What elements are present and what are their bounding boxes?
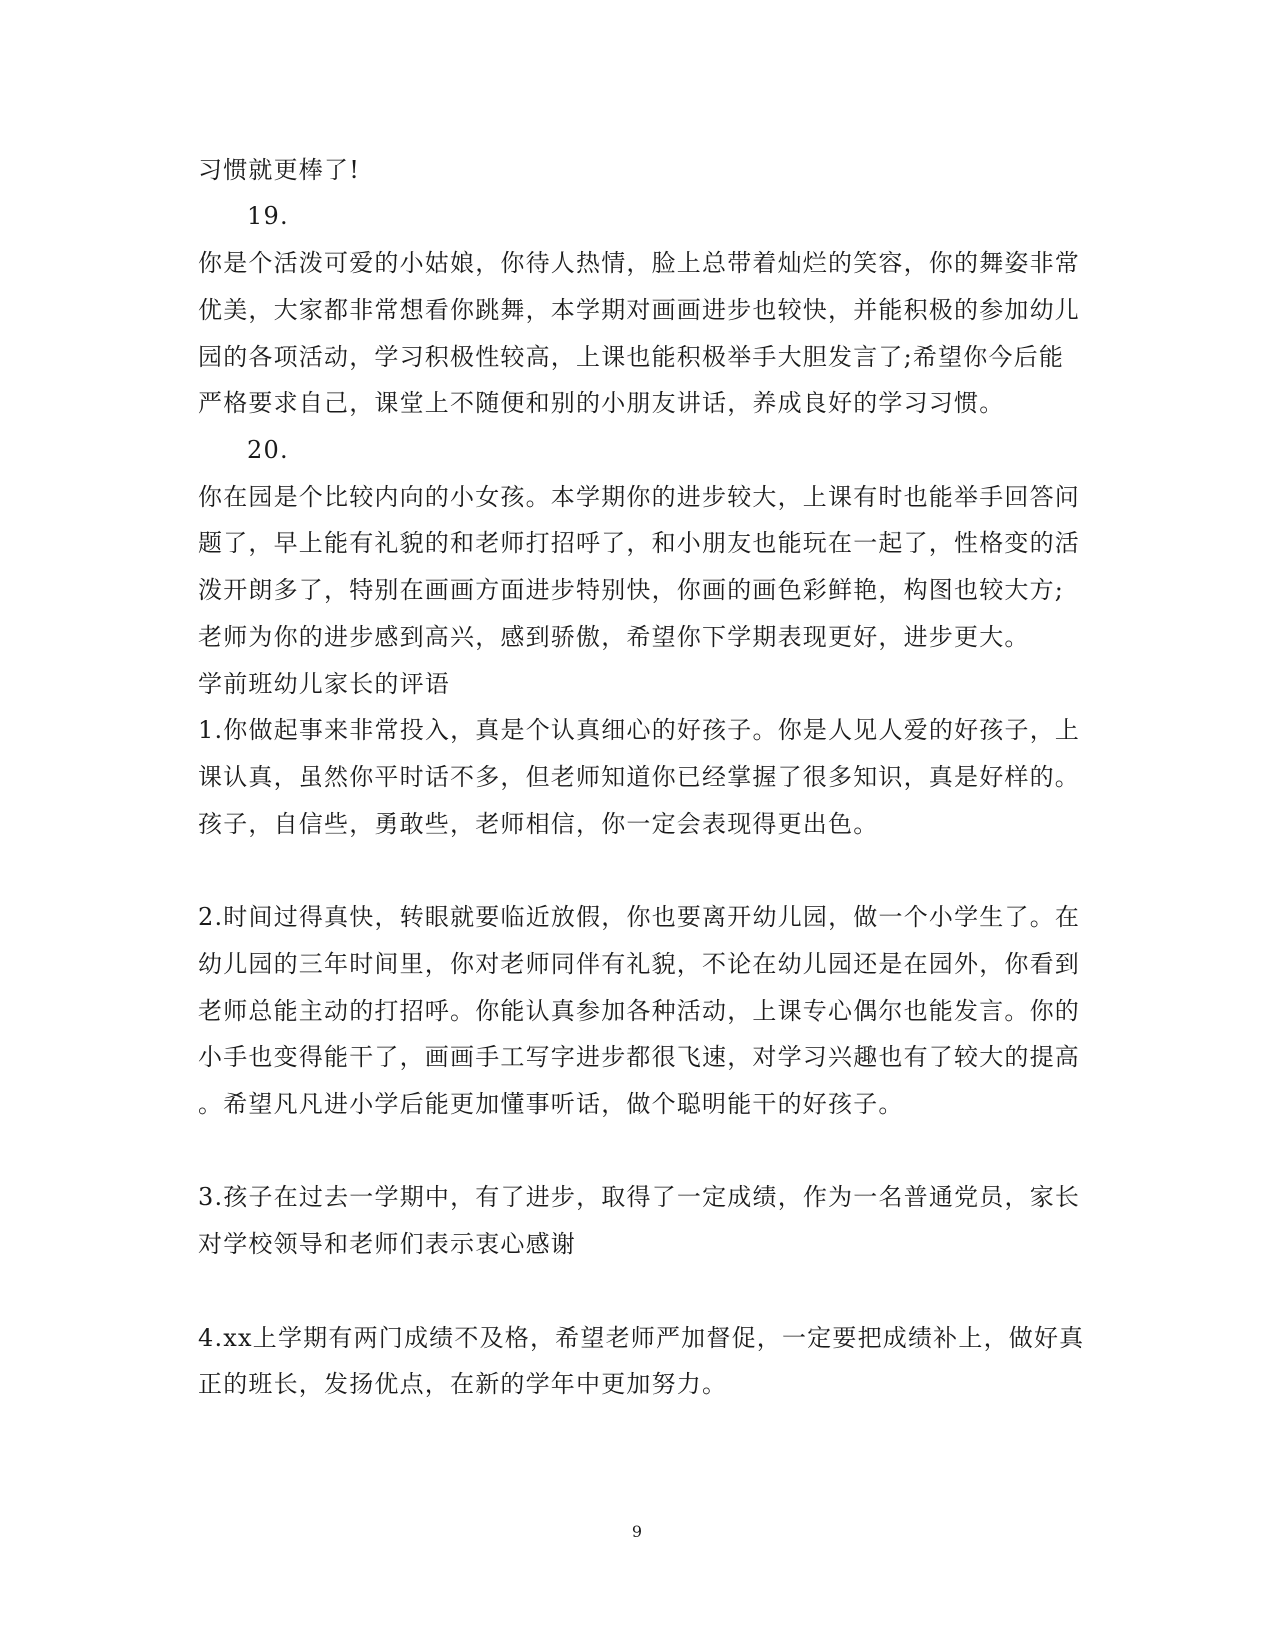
item-number-20: 20.: [247, 436, 289, 464]
text-line: 老师总能主动的打招呼。你能认真参加各种活动，上课专心偶尔也能发言。你的: [198, 997, 1080, 1025]
text-line: 对学校领导和老师们表示衷心感谢: [198, 1230, 576, 1258]
text-line: 优美，大家都非常想看你跳舞，本学期对画画进步也较快，并能积极的参加幼儿: [198, 296, 1080, 324]
text-line: 正的班长，发扬优点，在新的学年中更加努力。: [198, 1370, 728, 1398]
text-line: 2.时间过得真快，转眼就要临近放假，你也要离开幼儿园，做一个小学生了。在: [198, 903, 1081, 931]
text-line: 严格要求自己，课堂上不随便和别的小朋友讲话，养成良好的学习习惯。: [198, 389, 1005, 417]
text-line: 你是个活泼可爱的小姑娘，你待人热情，脸上总带着灿烂的笑容，你的舞姿非常: [198, 249, 1080, 277]
text-line: 。希望凡凡进小学后能更加懂事听话，做个聪明能干的好孩子。: [198, 1090, 904, 1118]
text-line: 课认真，虽然你平时话不多，但老师知道你已经掌握了很多知识，真是好样的。: [198, 763, 1080, 791]
section-heading: 学前班幼儿家长的评语: [198, 670, 450, 698]
text-line: 4.xx上学期有两门成绩不及格，希望老师严加督促，一定要把成绩补上，做好真: [198, 1324, 1085, 1352]
text-line: 幼儿园的三年时间里，你对老师同伴有礼貌，不论在幼儿园还是在园外，你看到: [198, 950, 1080, 978]
text-line: 你在园是个比较内向的小女孩。本学期你的进步较大，上课有时也能举手回答问: [198, 483, 1080, 511]
page-number: 9: [631, 1522, 643, 1541]
text-line: 泼开朗多了，特别在画画方面进步特别快，你画的画色彩鲜艳，构图也较大方;: [198, 576, 1065, 604]
text-line: 老师为你的进步感到高兴，感到骄傲，希望你下学期表现更好，进步更大。: [198, 623, 1030, 651]
item-number-19: 19.: [247, 202, 289, 230]
text-line: 孩子，自信些，勇敢些，老师相信，你一定会表现得更出色。: [198, 810, 879, 838]
text-line: 1.你做起事来非常投入，真是个认真细心的好孩子。你是人见人爱的好孩子，上: [198, 716, 1081, 744]
text-line: 小手也变得能干了，画画手工写字进步都很飞速，对学习兴趣也有了较大的提高: [198, 1043, 1080, 1071]
text-line: 园的各项活动，学习积极性较高，上课也能积极举手大胆发言了;希望你今后能: [198, 343, 1065, 371]
text-line: 题了，早上能有礼貌的和老师打招呼了，和小朋友也能玩在一起了，性格变的活: [198, 529, 1080, 557]
text-line: 3.孩子在过去一学期中，有了进步，取得了一定成绩，作为一名普通党员，家长: [198, 1183, 1081, 1211]
text-line: 习惯就更棒了!: [198, 156, 361, 184]
